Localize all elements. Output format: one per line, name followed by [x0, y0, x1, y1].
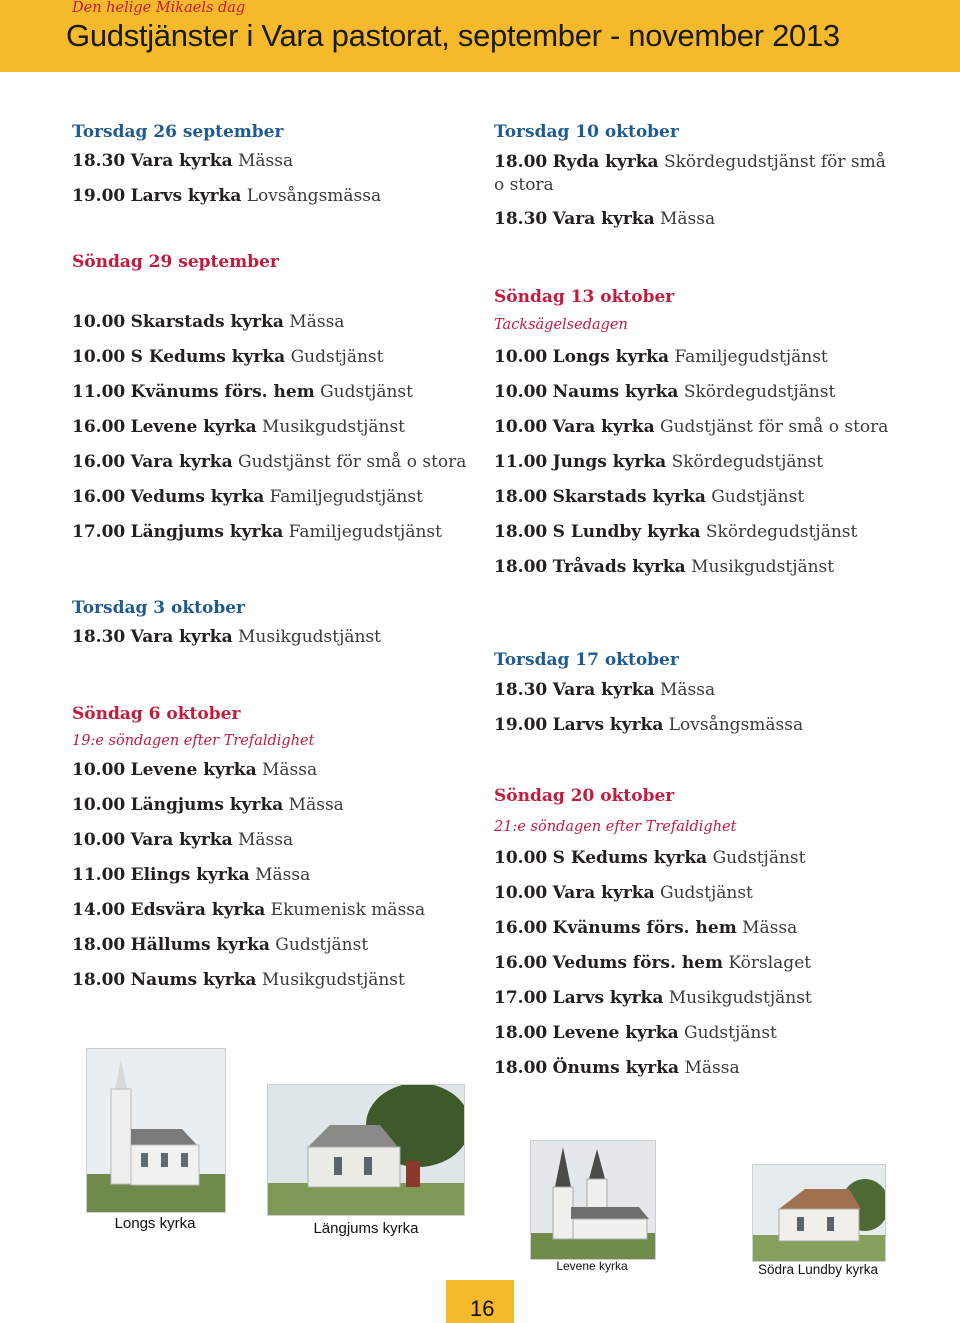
church-name: Längjums kyrka — [130, 795, 284, 815]
service-entry — [494, 557, 834, 577]
church-name: Vara kyrka — [552, 209, 655, 229]
day-heading: Söndag 6 oktober — [72, 704, 241, 724]
service-type: Musikgudstjänst — [668, 988, 812, 1008]
church-name: Vedums kyrka — [130, 487, 265, 507]
service-type: Lovsångsmässa — [668, 715, 804, 735]
church-name: S Kedums kyrka — [130, 347, 286, 367]
service-type: Lovsångsmässa — [246, 186, 382, 206]
service-entry — [494, 417, 888, 437]
church-name: Vara kyrka — [552, 417, 655, 437]
service-entry — [494, 1023, 777, 1043]
service-time: 16.00 — [494, 918, 548, 938]
service-type: Körslaget — [728, 953, 812, 973]
church-name: Levene kyrka — [552, 1023, 679, 1043]
photo-longs-kyrka — [86, 1048, 226, 1213]
service-entry — [72, 186, 381, 206]
service-time: 18.30 — [72, 151, 126, 171]
service-time: 10.00 — [72, 760, 126, 780]
service-time: 18.00 — [494, 152, 548, 172]
service-entry — [72, 312, 344, 332]
service-entry — [72, 760, 317, 780]
service-entry — [494, 151, 886, 197]
service-time: 18.30 — [494, 209, 548, 229]
church-name: Jungs kyrka — [552, 452, 667, 472]
service-time: 11.00 — [494, 452, 548, 472]
church-name: Vedums förs. hem — [552, 953, 723, 973]
church-name: S Lundby kyrka — [552, 522, 701, 542]
church-name: Tråvads kyrka — [552, 557, 686, 577]
service-time: 18.00 — [494, 487, 548, 507]
service-time: 10.00 — [72, 795, 126, 815]
service-time: 10.00 — [494, 848, 548, 868]
service-entry — [494, 209, 715, 229]
church-name: Naums kyrka — [130, 970, 257, 990]
service-type: Familjegudstjänst — [674, 347, 828, 367]
church-name: Larvs kyrka — [130, 186, 242, 206]
church-name: Edsvära kyrka — [130, 900, 266, 920]
service-type: Mässa — [660, 680, 716, 700]
service-entry — [72, 900, 425, 920]
service-entry — [72, 795, 344, 815]
day-subtitle: 19:e söndagen efter Trefaldighet — [72, 733, 315, 749]
service-type: Gudstjänst för små o stora — [660, 417, 889, 437]
day-heading: Torsdag 3 oktober — [72, 598, 245, 618]
service-time: 18.00 — [72, 970, 126, 990]
service-type: Skördegudstjänst — [683, 382, 836, 402]
photo-caption-langjums: Längjums kyrka — [313, 1220, 419, 1237]
service-time: 10.00 — [494, 883, 548, 903]
photo-langjums-kyrka — [267, 1084, 465, 1216]
church-name: Naums kyrka — [552, 382, 679, 402]
service-type: Musikgudstjänst — [691, 557, 835, 577]
service-time: 18.00 — [494, 522, 548, 542]
photo-levene-kyrka — [530, 1140, 656, 1260]
photo-caption-levene: Levene kyrka — [556, 1259, 628, 1273]
service-type: Mässa — [262, 760, 318, 780]
church-name: Larvs kyrka — [552, 988, 664, 1008]
service-type: Mässa — [660, 209, 716, 229]
service-time: 10.00 — [494, 347, 548, 367]
service-time: 18.00 — [494, 1058, 548, 1078]
service-entry — [72, 627, 381, 647]
church-name: Längjums kyrka — [130, 522, 284, 542]
church-name: Vara kyrka — [552, 680, 655, 700]
service-time: 16.00 — [72, 417, 126, 437]
church-name: Vara kyrka — [130, 151, 233, 171]
service-time: 16.00 — [72, 487, 126, 507]
day-heading: Söndag 20 oktober — [494, 786, 675, 806]
service-entry — [494, 883, 753, 903]
church-name: Skarstads kyrka — [130, 312, 284, 332]
service-entry — [72, 151, 293, 171]
day-subtitle: 21:e söndagen efter Trefaldighet — [494, 819, 737, 835]
church-name: Skarstads kyrka — [552, 487, 706, 507]
service-type: Familjegudstjänst — [288, 522, 442, 542]
service-entry — [494, 452, 823, 472]
service-type: Mässa — [255, 865, 311, 885]
day-subtitle: Tacksägelsedagen — [494, 317, 628, 333]
service-entry — [72, 865, 310, 885]
day-heading: Torsdag 10 oktober — [494, 122, 679, 142]
service-time: 19.00 — [494, 715, 548, 735]
page-title: Gudstjänster i Vara pastorat, september - november 2013 — [66, 18, 840, 53]
service-entry — [72, 417, 405, 437]
church-name: Önums kyrka — [552, 1058, 680, 1078]
service-entry — [494, 1058, 740, 1078]
service-entry — [494, 522, 857, 542]
service-time: 18.00 — [72, 935, 126, 955]
church-name: Larvs kyrka — [552, 715, 664, 735]
service-entry — [494, 988, 812, 1008]
church-name: Vara kyrka — [130, 830, 233, 850]
service-type: Gudstjänst för små o stora — [238, 452, 467, 472]
service-entry — [72, 382, 413, 402]
church-name: Hällums kyrka — [130, 935, 270, 955]
day-heading: Torsdag 26 september — [72, 122, 284, 142]
service-time: 16.00 — [72, 452, 126, 472]
service-entry — [72, 452, 466, 472]
service-type: Ekumenisk mässa — [270, 900, 426, 920]
service-time: 18.00 — [494, 557, 548, 577]
church-name: Longs kyrka — [552, 347, 670, 367]
service-entry — [494, 715, 803, 735]
service-time: 10.00 — [72, 312, 126, 332]
photo-sodra-lundby-kyrka — [752, 1164, 886, 1262]
church-name: Vara kyrka — [552, 883, 655, 903]
service-time: 14.00 — [72, 900, 126, 920]
service-entry — [494, 953, 811, 973]
service-type: Gudstjänst — [290, 347, 384, 367]
service-entry — [72, 347, 383, 367]
service-time: 11.00 — [72, 382, 126, 402]
church-name: Kvänums förs. hem — [552, 918, 737, 938]
service-type: Mässa — [238, 151, 294, 171]
service-time: 10.00 — [494, 417, 548, 437]
service-time: 10.00 — [72, 347, 126, 367]
service-time: 18.00 — [494, 1023, 548, 1043]
church-name: Ryda kyrka — [552, 152, 659, 172]
day-heading: Torsdag 17 oktober — [494, 650, 679, 670]
church-name: Elings kyrka — [130, 865, 250, 885]
service-type: Musikgudstjänst — [262, 417, 406, 437]
service-entry — [494, 347, 828, 367]
service-type: Mässa — [289, 312, 345, 332]
day-heading: Söndag 29 september — [72, 252, 279, 272]
service-type: Mässa — [684, 1058, 740, 1078]
service-entry — [494, 382, 835, 402]
service-type: Mässa — [288, 795, 344, 815]
service-entry — [72, 522, 442, 542]
service-entry — [494, 487, 804, 507]
service-type: Skördegudstjänst för små o stora — [494, 152, 886, 195]
photo-caption-longs: Longs kyrka — [114, 1215, 196, 1232]
service-type: Gudstjänst — [684, 1023, 777, 1043]
service-entry — [72, 970, 405, 990]
service-entry — [494, 848, 805, 868]
service-type: Gudstjänst — [711, 487, 805, 507]
service-time: 18.30 — [494, 680, 548, 700]
service-type: Musikgudstjänst — [261, 970, 405, 990]
day-heading: Söndag 13 oktober — [494, 287, 675, 307]
photo-caption-sodra-lundby: Södra Lundby kyrka — [757, 1262, 879, 1277]
service-type: Mässa — [742, 918, 798, 938]
service-entry — [494, 918, 797, 938]
service-time: 10.00 — [72, 830, 126, 850]
service-type: Gudstjänst — [712, 848, 806, 868]
service-time: 17.00 — [72, 522, 126, 542]
service-time: 16.00 — [494, 953, 548, 973]
service-type: Gudstjänst — [660, 883, 753, 903]
service-entry — [72, 830, 293, 850]
service-time: 18.30 — [72, 627, 126, 647]
service-entry — [72, 935, 368, 955]
church-name: S Kedums kyrka — [552, 848, 708, 868]
service-time: 11.00 — [72, 865, 126, 885]
church-name: Vara kyrka — [130, 452, 233, 472]
service-type: Familjegudstjänst — [269, 487, 423, 507]
service-type: Gudstjänst — [275, 935, 369, 955]
service-type: Skördegudstjänst — [671, 452, 824, 472]
service-type: Skördegudstjänst — [705, 522, 858, 542]
page-number: 16 — [470, 1296, 495, 1321]
church-name: Vara kyrka — [130, 627, 233, 647]
service-type: Gudstjänst — [320, 382, 413, 402]
service-time: 10.00 — [494, 382, 548, 402]
service-time: 19.00 — [72, 186, 126, 206]
service-type: Musikgudstjänst — [238, 627, 381, 647]
service-entry — [72, 487, 423, 507]
service-time: 17.00 — [494, 988, 548, 1008]
service-type: Mässa — [238, 830, 294, 850]
service-entry — [494, 680, 715, 700]
day-subtitle: Den helige Mikaels dag — [72, 0, 246, 16]
church-name: Kvänums förs. hem — [130, 382, 315, 402]
church-name: Levene kyrka — [130, 417, 257, 437]
church-name: Levene kyrka — [130, 760, 257, 780]
